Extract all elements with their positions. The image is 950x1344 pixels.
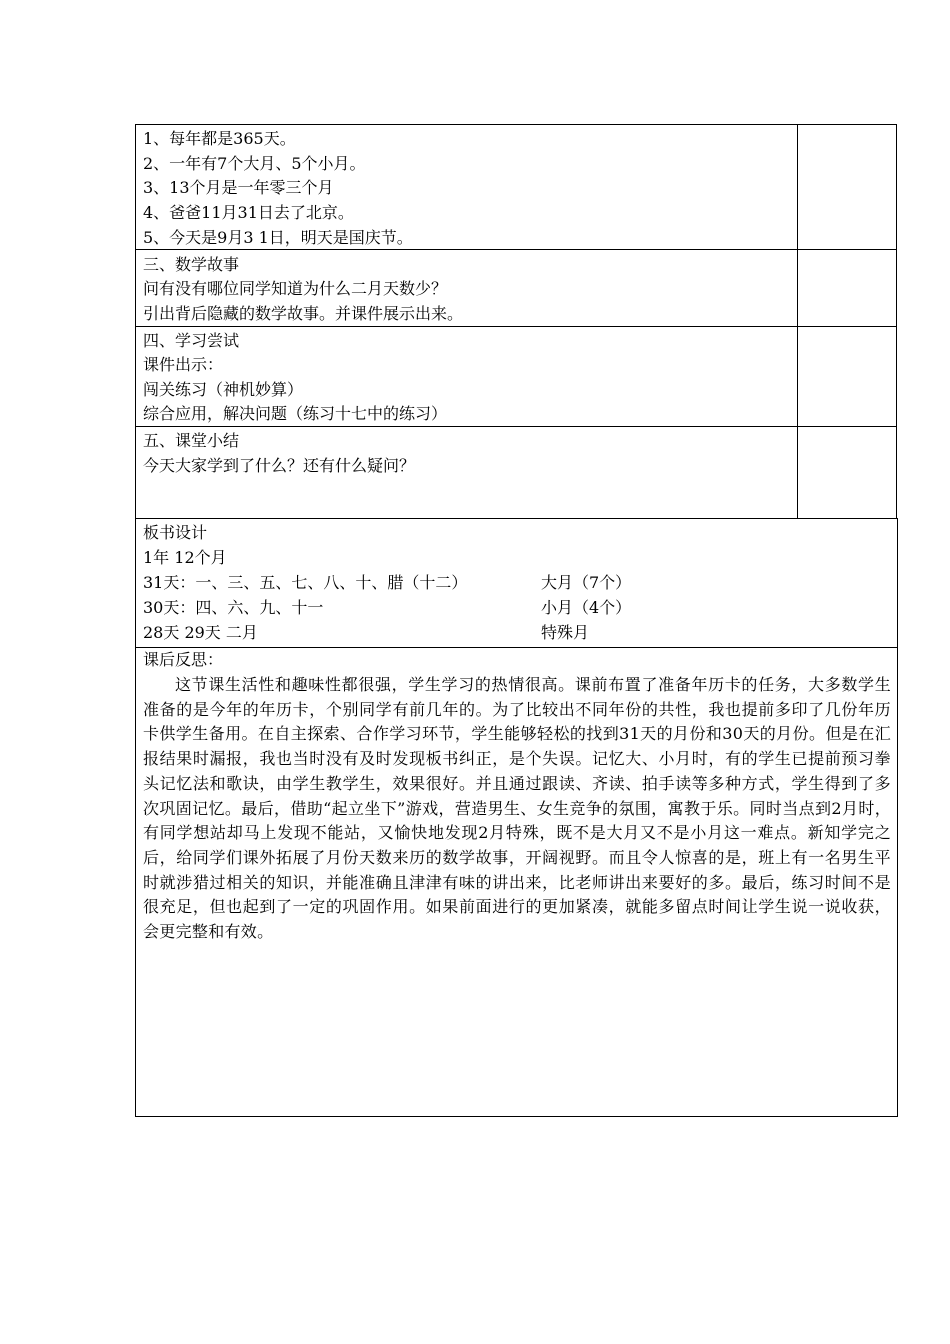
board-28-label: 特殊月 bbox=[541, 623, 590, 642]
board-30-days: 30天：四、六、九、十一 bbox=[143, 598, 324, 617]
mistake-item: 5、今天是9月3 1日，明天是国庆节。 bbox=[143, 228, 413, 247]
story-line: 问有没有哪位同学知道为什么二月天数少？ bbox=[143, 279, 448, 298]
summary-line: 今天大家学到了什么？还有什么疑问？ bbox=[143, 456, 416, 475]
reflection-body: 这节课生活性和趣味性都很强，学生学习的热情很高。课前布置了准备年历卡的任务，大多数学生准备的是今年的年历卡，个别同学有前几年的。为了比较出不同年份的共性，我也提前多印了几份年历卡供学生备用。在自主探索、合作学习环节，学生能够轻松的找到31天的月份和30天的月份。但是在汇报结果时漏报，我也当时没有及时发现板书纠正，是个失误。记忆大、小月时，有的学生已提前预习拳头记忆法和歌诀，由学生教学生，效果很好。并且通过跟读、齐读、拍手读等多种方式，学生得到了多次巩固记忆。最后，借助“起立坐下”游戏，营造男生、女生竞争的氛围，寓教于乐。同时当点到2月时，有同学想站却马上发现不能站，又愉快地发现2月特殊，既不是大月又不是小月这一难点。新知学完之后，给同学们课外拓展了月份天数来历的数学故事，开阔视野。而且令人惊喜的是，班上有一名男生平时就涉猎过相关的知识，并能准确且津津有味的讲出来，比老师讲出来要好的多。最后，练习时间不是很充足，但也起到了一定的巩固作用。如果前面进行的更加紧凑，就能多留点时间让学生说一说收获，会更完整和有效。 bbox=[143, 675, 891, 942]
section-heading-summary: 五、课堂小结 bbox=[143, 431, 240, 450]
section-heading-story: 三、数学故事 bbox=[143, 255, 240, 274]
table-row-divider bbox=[135, 647, 898, 648]
board-30-label: 小月（4个） bbox=[541, 598, 632, 617]
board-31-label: 大月（7个） bbox=[541, 573, 632, 592]
mistake-item: 3、13个月是一年零三个月 bbox=[143, 178, 334, 197]
reflection-title: 课后反思： bbox=[143, 650, 224, 669]
table-border-top bbox=[135, 518, 898, 519]
board-28-days: 28天 29天 二月 bbox=[143, 623, 258, 642]
section-heading-try: 四、学习尝试 bbox=[143, 331, 240, 350]
table-row-divider bbox=[135, 326, 897, 327]
try-line: 综合应用，解决问题（练习十七中的练习） bbox=[143, 404, 448, 423]
table-border-left bbox=[135, 124, 136, 518]
mistake-item: 4、爸爸11月31日去了北京。 bbox=[143, 203, 354, 222]
board-design-title: 板书设计 bbox=[143, 523, 208, 542]
board-design-line: 1年 12个月 bbox=[143, 548, 227, 567]
table-row-divider bbox=[135, 426, 897, 427]
mistake-item: 1、每年都是365天。 bbox=[143, 129, 296, 148]
table-border-left bbox=[135, 518, 136, 1117]
try-line: 闯关练习（神机妙算） bbox=[143, 380, 304, 399]
table-row-divider bbox=[135, 249, 897, 250]
table-border-bottom bbox=[135, 1116, 898, 1117]
mistake-item: 2、一年有7个大月、5个小月。 bbox=[143, 154, 366, 173]
table-column-divider bbox=[797, 124, 798, 518]
table-border-right bbox=[897, 518, 898, 1117]
board-31-days: 31天：一、三、五、七、八、十、腊（十二） bbox=[143, 573, 468, 592]
table-border-right bbox=[896, 124, 897, 518]
try-line: 课件出示： bbox=[143, 355, 224, 374]
story-line: 引出背后隐藏的数学故事。并课件展示出来。 bbox=[143, 304, 464, 323]
table-border-top bbox=[135, 124, 897, 125]
